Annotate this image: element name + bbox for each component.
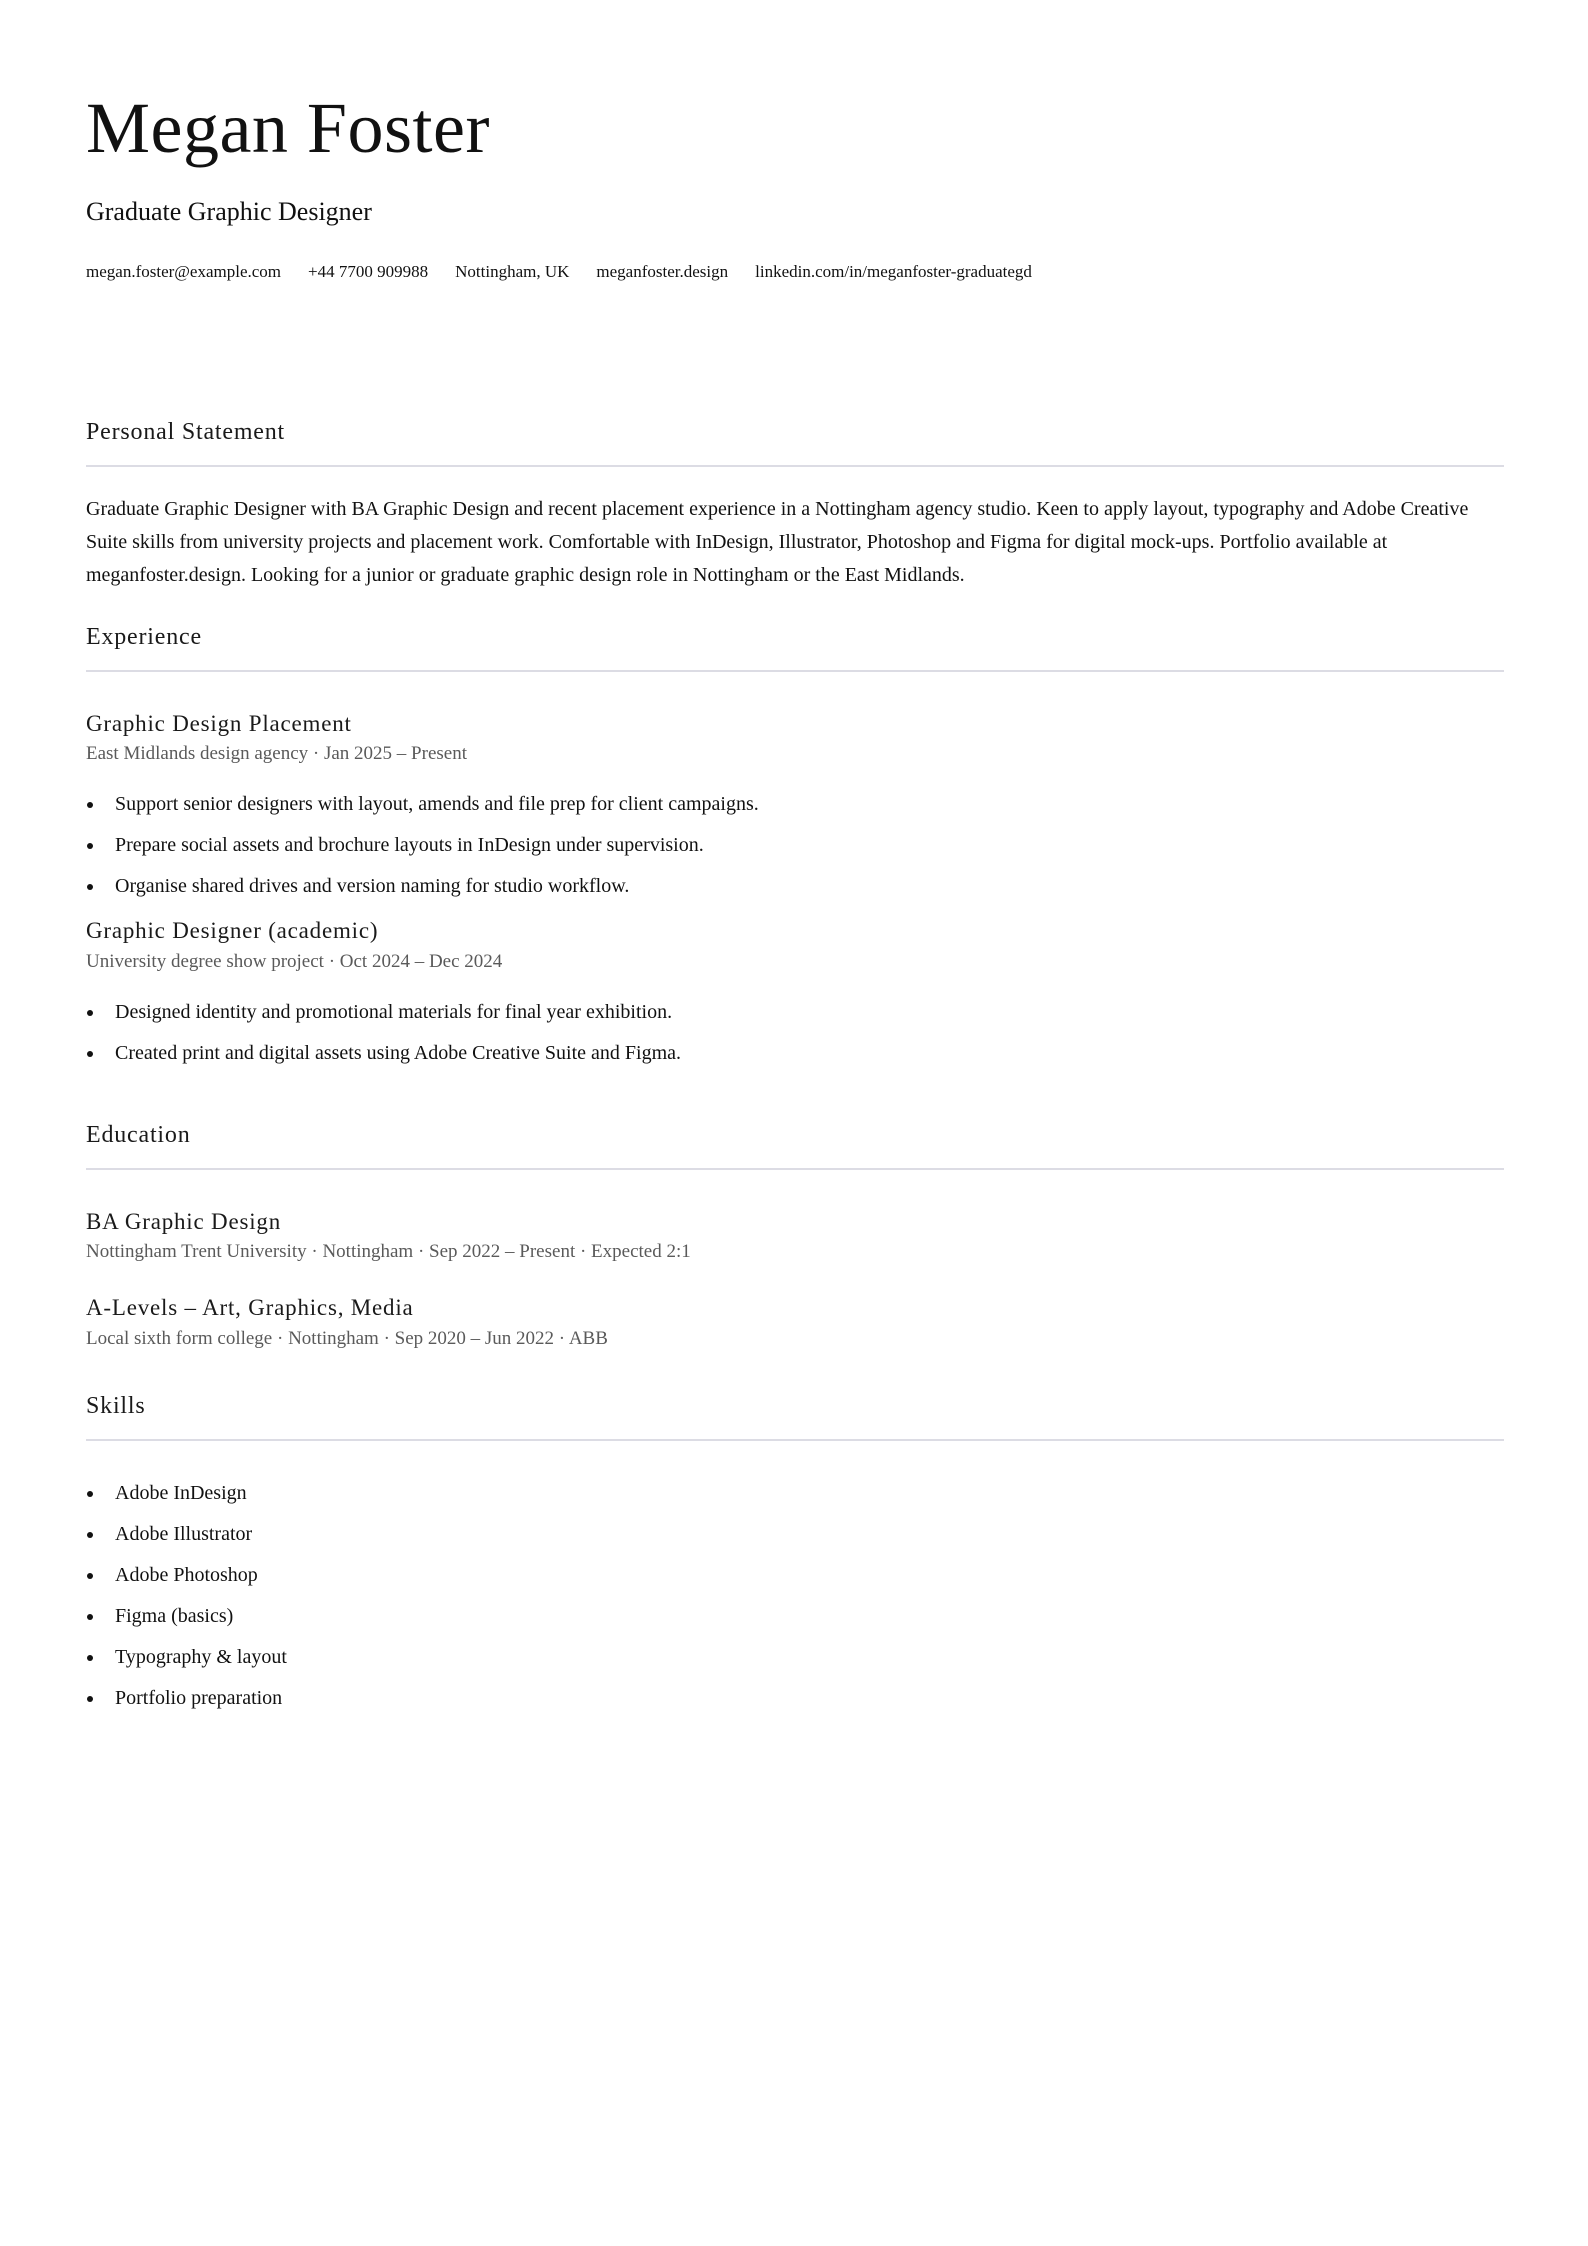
contact-website[interactable]: meganfoster.design [596, 262, 729, 281]
section-divider [86, 1439, 1504, 1441]
section-divider [86, 670, 1504, 672]
education-title: BA Graphic Design [86, 1208, 282, 1234]
skill-item: Figma (basics) [86, 1596, 1504, 1637]
experience-title: Graphic Design Placement [86, 710, 352, 736]
education-meta: Nottingham Trent University · Nottingham · Sep 2022 – Present · Expected 2:1 [86, 1241, 691, 1263]
skill-item: Adobe Illustrator [86, 1514, 1504, 1555]
contact-bar [86, 262, 1032, 282]
skills-section [86, 1392, 1504, 1719]
contact-linkedin[interactable]: linkedin.com/in/meganfoster-graduategd [755, 262, 1032, 281]
skill-item: Portfolio preparation [86, 1678, 1504, 1719]
section-divider [86, 465, 1504, 467]
section-divider [86, 1168, 1504, 1170]
experience-section [86, 623, 1504, 1074]
contact-phone[interactable]: +44 7700 909988 [308, 262, 429, 281]
section-heading-experience: Experience [86, 624, 202, 650]
list-item: Organise shared drives and version naming for studio workflow. [86, 866, 1504, 907]
experience-bullets [86, 784, 1504, 907]
skill-item: Adobe InDesign [86, 1473, 1504, 1514]
experience-meta: University degree show project · Oct 2024 – Dec 2024 [86, 950, 503, 972]
list-item: Support senior designers with layout, amends and file prep for client campaigns. [86, 784, 1504, 825]
experience-entry [86, 917, 1504, 1073]
list-item: Designed identity and promotional materials for final year exhibition. [86, 992, 1504, 1033]
contact-email[interactable]: megan.foster@example.com [86, 262, 282, 281]
experience-title: Graphic Designer (academic) [86, 918, 379, 944]
personal-statement-section [86, 418, 1504, 592]
section-heading-skills: Skills [86, 1393, 146, 1419]
experience-entry [86, 710, 1504, 907]
skill-item: Adobe Photoshop [86, 1555, 1504, 1596]
education-title: A-Levels – Art, Graphics, Media [86, 1295, 414, 1321]
candidate-title: Graduate Graphic Designer [86, 197, 372, 226]
education-meta: Local sixth form college · Nottingham · Sep 2020 – Jun 2022 · ABB [86, 1327, 608, 1349]
experience-bullets [86, 992, 1504, 1074]
list-item: Prepare social assets and brochure layouts in InDesign under supervision. [86, 825, 1504, 866]
education-entry [86, 1294, 1504, 1350]
education-entry [86, 1208, 1504, 1264]
skills-list [86, 1473, 1504, 1719]
experience-meta: East Midlands design agency · Jan 2025 – Present [86, 743, 467, 765]
candidate-name: Megan Foster [86, 88, 490, 168]
list-item: Created print and digital assets using Adobe Creative Suite and Figma. [86, 1033, 1504, 1074]
personal-statement-text: Graduate Graphic Designer with BA Graphic Design and recent placement experience in a Nottingham agency studio. Keen to apply layout, typography and Adobe Creative Suite skills from university projects and placement work. Comfortable with InDesign, Illustrator, Photoshop and Figma for digital mock-ups. Portfolio available at meganfoster.design. Looking for a junior or graduate graphic design role in Nottingham or the East Midlands. [86, 497, 1469, 586]
section-heading-education: Education [86, 1122, 191, 1148]
section-heading-personal-statement: Personal Statement [86, 419, 286, 445]
contact-location: Nottingham, UK [455, 262, 570, 281]
skill-item: Typography & layout [86, 1637, 1504, 1678]
education-section [86, 1121, 1504, 1351]
